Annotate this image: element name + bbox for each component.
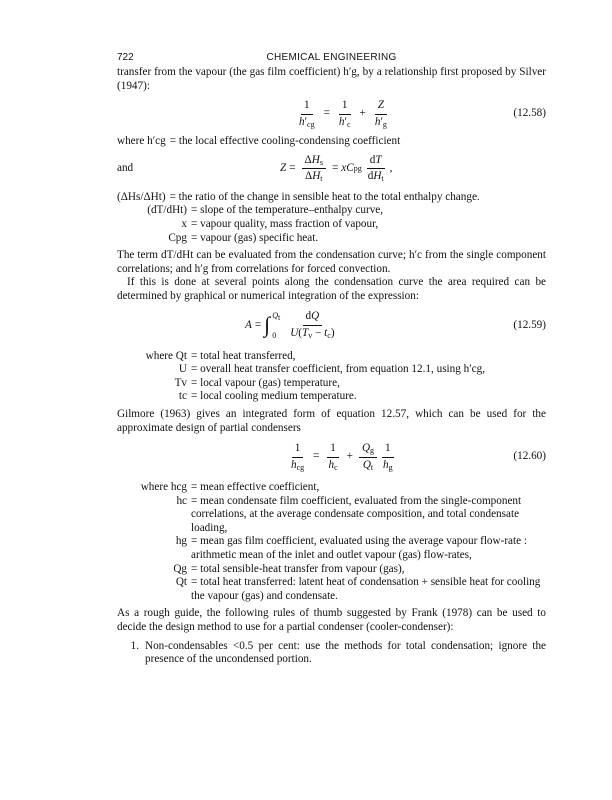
definition-text: = vapour (gas) specific heat. xyxy=(191,231,319,244)
definition-symbol: where hcg xyxy=(140,481,187,494)
paragraph-term: The term dT/dHt can be evaluated from the condensation curve; h′c from the single component correlations; and h′g from correlations for forced convection. xyxy=(117,249,546,275)
definition-text: = slope of the temperature–enthalpy curve, xyxy=(191,204,384,217)
definition-text: = the local effective cooling-condensing coefficient xyxy=(169,135,401,148)
definition-row xyxy=(117,481,546,495)
definition-symbol: where Qt xyxy=(145,349,187,362)
definition-text: = total heat transferred: latent heat of condensation + sensible heat for cooling the vapour (gas) and condensate. xyxy=(191,576,541,602)
definition-row xyxy=(117,204,546,218)
definition-row xyxy=(117,218,546,232)
definition-text: = local cooling medium temperature. xyxy=(191,390,357,403)
definition-symbol: (dT/dHt) xyxy=(147,204,187,217)
definition-row xyxy=(117,135,546,149)
definition-symbol: where h′cg xyxy=(117,135,166,148)
equation-number-12-59: (12.59) xyxy=(513,318,546,331)
definition-symbol: tc xyxy=(178,390,187,403)
definition-text: = mean condensate film coefficient, evaluated from the single-component correlations, at the average condensate composition, and total condensate loading, xyxy=(191,494,522,534)
paragraph-intro: transfer from the vapour (the gas film coefficient) h′g, by a relationship first proposed by Silver (1947): xyxy=(117,66,546,92)
equation-number-12-60: (12.60) xyxy=(513,450,546,463)
paragraph-integration: If this is done at several points along the condensation curve the area required can be determined by graphical or numerical integration of the expression: xyxy=(117,276,546,302)
page-number: 722 xyxy=(117,52,134,63)
definition-list-area xyxy=(117,350,546,404)
definition-text: = mean gas film coefficient, evaluated using the average vapour flow-rate : arithmetic mean of the inlet and outlet vapour (gas) flow-rates, xyxy=(191,535,527,562)
definition-row xyxy=(117,363,546,377)
paragraph-gilmore: Gilmore (1963) gives an integrated form of equation 12.57, which can be used for the approximate design of partial condensers xyxy=(117,407,546,434)
definition-symbol: Qt xyxy=(175,576,187,589)
definition-list-gilmore xyxy=(117,481,546,603)
equation-z: and Z = $\frac{\Delta H_s}{\Delta H_t}$ = xC pg $\frac{dT}{dH_t}$ , xyxy=(117,153,393,184)
definition-row xyxy=(117,563,546,577)
definition-row xyxy=(117,232,546,246)
definition-row xyxy=(117,576,546,603)
definition-symbol: hg xyxy=(175,535,187,548)
definition-row xyxy=(117,377,546,391)
definition-row xyxy=(117,191,546,205)
definition-symbol: (ΔHs/ΔHt) xyxy=(117,190,166,203)
equation-12-58: $\frac{1}{h'_{cg}}$ = $\frac{1}{h'_c}$ + $\frac{Z}{h'_g}$ (12.58) xyxy=(117,93,546,135)
equation-12-60: $\frac{1}{h_{cg}}$ = $\frac{1}{h_c}$ + $\frac{Q_g}{Q_t}$ $\frac{1}{h_g}$ (12.60) xyxy=(117,435,546,479)
definition-symbol: x xyxy=(181,217,187,230)
definition-symbol: U xyxy=(178,363,187,376)
definition-symbol: hc xyxy=(176,494,187,507)
definition-text: = overall heat transfer coefficient, from equation 12.1, using h′cg, xyxy=(191,363,486,376)
page-body xyxy=(117,66,546,667)
definition-row xyxy=(117,390,546,404)
running-title: CHEMICAL ENGINEERING xyxy=(266,52,397,63)
equation-12-59: A = ∫ $Q_t$ 0 $\frac{dQ}{U(T_v - t_c)}$ (12.59) xyxy=(117,304,546,348)
list-item-text: Non-condensables <0.5 per cent: use the methods for total condensation; ignore the presence of the uncondensed portion. xyxy=(145,639,546,666)
definition-text: = total sensible-heat transfer from vapour (gas), xyxy=(191,562,405,575)
definition-text: = vapour quality, mass fraction of vapour, xyxy=(191,217,379,230)
list-item-number: 1. xyxy=(130,639,139,652)
definition-text: = mean effective coefficient, xyxy=(191,481,320,494)
definition-list-z xyxy=(117,191,546,245)
and-label: and xyxy=(117,161,134,174)
definition-text: = the ratio of the change in sensible heat to the total enthalpy change. xyxy=(169,190,480,203)
definition-text: = total heat transferred, xyxy=(191,349,296,362)
definition-row xyxy=(117,350,546,364)
paragraph-rules-of-thumb: As a rough guide, the following rules of thumb suggested by Frank (1978) can be used to decide the design method to use for a partial condenser (cooler-condenser): xyxy=(117,607,546,634)
definition-text: = local vapour (gas) temperature, xyxy=(191,376,340,389)
definition-symbol: Cpg xyxy=(168,231,187,244)
definition-symbol: Tv xyxy=(174,376,187,389)
list-item xyxy=(117,640,546,667)
equation-number-12-58: (12.58) xyxy=(513,107,546,120)
definition-row xyxy=(117,535,546,562)
definition-row xyxy=(117,495,546,536)
definition-symbol: Qg xyxy=(173,562,187,575)
